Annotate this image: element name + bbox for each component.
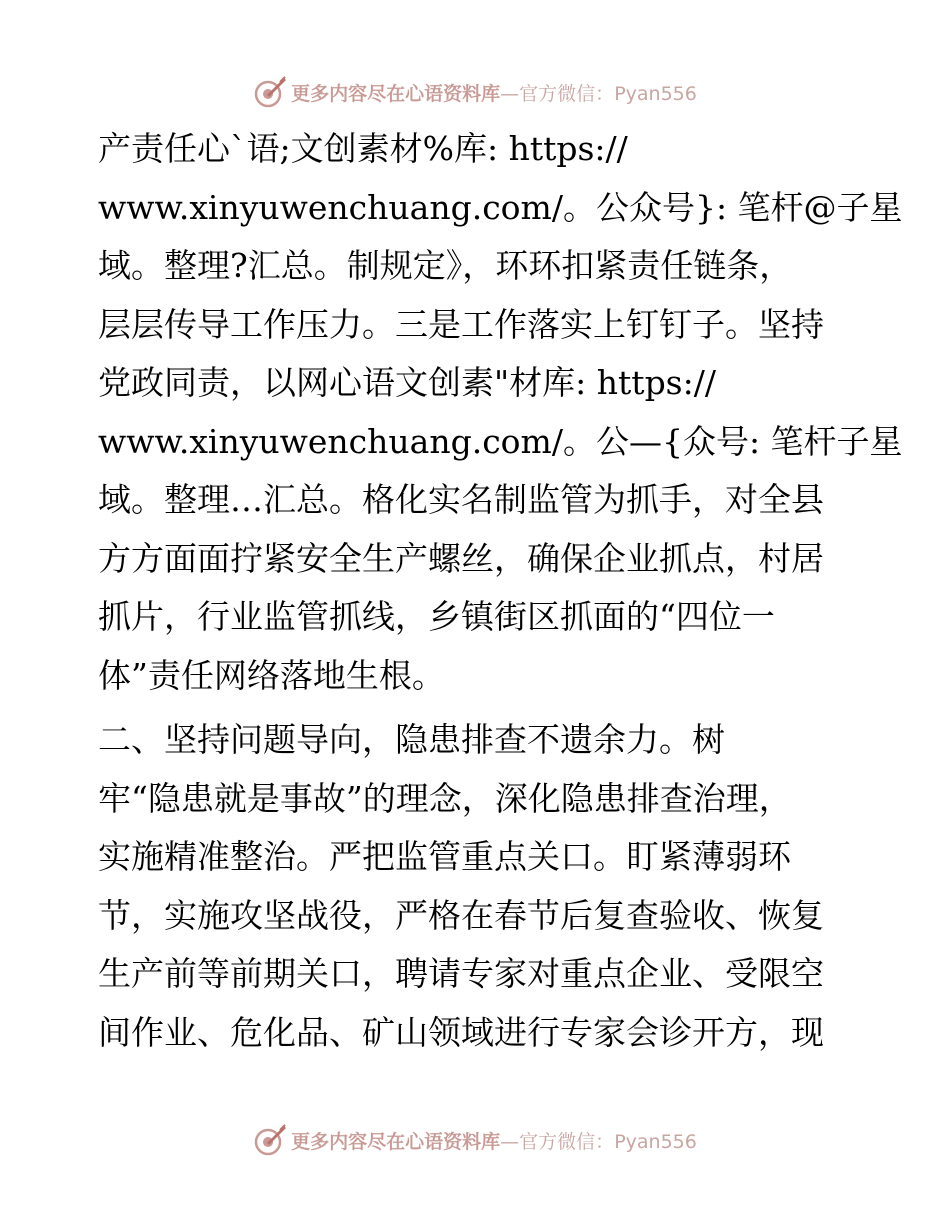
text-line: 牢“隐患就是事故”的理念，深化隐患排查治理， [98,778,792,818]
quill-seal-icon [253,75,287,109]
text-line: www.xinyuwenchuang.com/。公众号}: 笔杆@子星 [98,187,903,227]
text-line: 域。整理…汇总。格化实名制监管为抓手，对全县 [98,480,824,519]
text-line: 生产前等前期关口，聘请专家对重点企业、受限空 [98,954,824,993]
text-line: www.xinyuwenchuang.com/。公—{众号: 笔杆子星 [98,421,903,461]
text-line: 实施精准整治。严把监管重点关口。盯紧薄弱环 [98,837,791,876]
text-line: 节，实施攻坚战役，严格在春节后复查验收、恢复 [98,895,824,935]
text-line: 域。整理?汇总。制规定》，环环扣紧责任链条， [98,246,793,285]
paragraph-2 [98,711,858,1062]
text-line: 党政同责，以网心语文创素"材库: https:// [98,363,716,402]
watermark-label: 官方微信： [519,82,615,105]
watermark-text [291,1127,697,1154]
quill-seal-icon [253,1123,287,1157]
watermark-dash: — [500,82,520,105]
text-line: 方方面面拧紧安全生产螺丝，确保企业抓点，村居 [98,538,824,578]
watermark-dash: — [500,1130,520,1153]
document-body [98,120,903,1062]
text-line: 体”责任网络落地生根。 [98,655,445,695]
header-watermark [0,72,950,112]
text-line: 抓片，行业监管抓线，乡镇街区抓面的“四位一 [98,597,775,636]
text-line: 层层传导工作压力。三是工作落实上钉钉子。坚持 [98,304,824,344]
text-line: 间作业、危化品、矿山领域进行专家会诊开方，现 [98,1012,824,1052]
text-line: 二、坚持问题导向，隐患排查不遗余力。树 [98,720,725,759]
watermark-wechat-id: Pyan556 [614,82,697,105]
watermark-main: 更多内容尽在心语资料库 [291,1130,501,1153]
paragraph-1 [98,120,903,705]
watermark-label: 官方微信： [519,1130,615,1153]
text-line: 产责任心`语;文创素材%库: https:// [98,129,628,168]
footer-watermark [0,1120,950,1160]
watermark-text [291,79,697,106]
watermark-wechat-id: Pyan556 [614,1130,697,1153]
watermark-main: 更多内容尽在心语资料库 [291,82,501,105]
